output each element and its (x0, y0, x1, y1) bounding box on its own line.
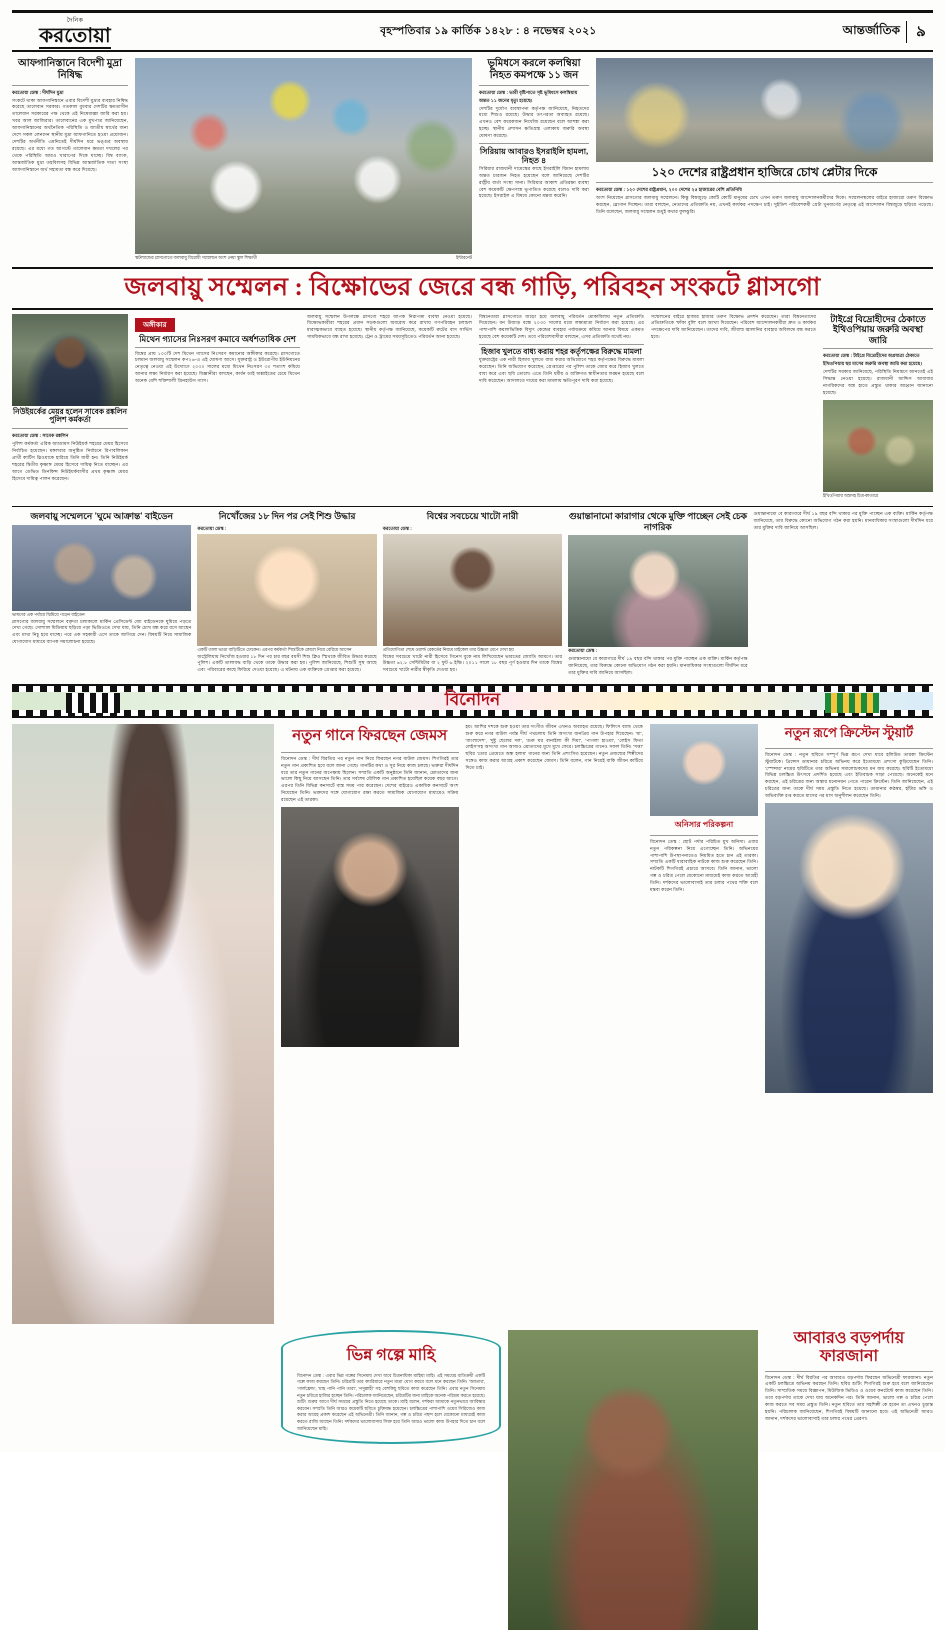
divider (12, 85, 128, 86)
article-james (281, 724, 459, 1324)
kristen-photo (765, 803, 933, 1093)
article-mahi (281, 1330, 501, 1630)
photo-caption: ভাষণের এক পর্যায়ে ঝিমিয়ে পড়েন বাইডেন (12, 611, 85, 617)
article-body: সংকটে থাকা আফগানিস্তানে এবার বিদেশী মুদ্রার ব্যবহার নিষিদ্ধ করেছে তালেবান সরকার। গতকাল বুধবার দেশটির ক্ষমতাসীন তালেবান সরকারের পক্ষ থেকে এই নিষেধাজ্ঞা জারি করা হয়। খবর আল জাজিরার। তালেবানের এক মুখপাত্র জানিয়েছেন, আফগানিস্তানের অর্থনৈতিক পরিস্থিতি ও জাতীয় স্বার্থের জন্য দেশে সকল লেনদেন স্থানীয় মুদ্রা আফগানিতে হওয়া প্রয়োজন। দেশটির অর্থনীতি এমনিতেই দীর্ঘদিন ধরে ভঙ্গুর অবস্থায় রয়েছে। এর মধ্যে গত আগস্টে তালেবান ক্ষমতা দখলের পর থেকে পরিস্থিতি আরও খারাপের দিকে যাচ্ছে। বিশ্ব ব্যাংক, আন্তর্জাতিক মুদ্রা তহবিলসহ বিভিন্ন আন্তর্জাতিক দাতা সংস্থা আফগানিস্তানে অর্থ সহায়তা বন্ধ করে দিয়েছে। (12, 97, 128, 172)
article-colombia (479, 58, 589, 262)
logo-small-text: দৈনিক (66, 18, 84, 24)
top-section (12, 58, 933, 262)
guantanamo-photo (568, 535, 747, 647)
article-body: দেশটির সরকার জানিয়েছে, পরিস্থিতি নিয়ন্ত্রণে আনতেই এই সিদ্ধান্ত নেওয়া হয়েছে। রাজধানী আদ্দিস আবাবার নাগরিকদের অস্ত্র হাতে প্রস্তুত থাকার আহ্বান জানানো হয়েছে। (823, 369, 933, 395)
lead-actress-photo (12, 724, 274, 1324)
article-headline: জলবায়ু সম্মেলনে 'ঘুমে আক্রান্ত' বাইডেন (30, 510, 173, 521)
article-byline: করতোয়া ডেস্ক : (568, 648, 598, 654)
ethiopia-photo (823, 400, 933, 492)
world-leaders-block (596, 58, 933, 262)
article-ethiopia (823, 314, 933, 500)
article-byline: করতোয়া ডেস্ক : টাইগ্রে বিদ্রোহীদের অগ্রযাত্রা ঠেকাতে ইথিওপিয়ায় ছয় মাসের জরুরি অবস্থা জারি করা হয়েছে। (823, 353, 922, 367)
james-photo (281, 807, 459, 1047)
article-headline: গুয়ান্তানামো কারাগার থেকে মুক্তি পাচ্ছেন সেই চেক নাগরিক (568, 510, 748, 532)
divider (135, 347, 300, 348)
section-name: আন্তর্জাতিক (842, 23, 900, 37)
article-body: গুয়ান্তানামো বে কারাগারে দীর্ঘ ১৯ বছর বন্দি থাকার পর মুক্তি পাচ্ছেন এক ব্যক্তি। মার্কিন কর্তৃপক্ষ জানিয়েছে, তার বিরুদ্ধে কোনো অভিযোগ গঠন করা হয়নি। মানবাধিকার সংস্থাগুলো দীর্ঘদিন ধরে তার মুক্তির দাবি জানিয়ে আসছিল। (568, 656, 748, 675)
mahi-photo (508, 1330, 758, 1630)
mayor-caption: নিউইয়র্কের মেয়র হলেন সাবেক রঙ্কলিন পুলিশ কর্মকর্তা (12, 406, 128, 425)
divider (596, 182, 933, 183)
article-body: পুলিশ কর্মকর্তা এরিক অ্যাডামস নিউইয়র্ক শহরের মেয়র হিসেবে নির্বাচিত হয়েছেন। মঙ্গলবার অনুষ্ঠিত নির্বাচনে রিপাবলিকান প্রার্থী কার্টিস স্লিওয়াকে হারিয়ে তিনি জয়ী হন। তিনি নিউইয়র্ক শহরের দ্বিতীয় কৃষ্ণাঙ্গ মেয়র হিসেবে দায়িত্ব নিতে যাচ্ছেন। এর আগে ডেভিড ডিনকিন্স নিউইয়র্কবাসীর প্রথম কৃষ্ণাঙ্গ মেয়র হিসেবে দায়িত্ব পালন করেছেন। (12, 441, 128, 481)
article-body: দেশটির দুর্যোগ ব্যবস্থাপনা কর্তৃপক্ষ জানিয়েছে, নিহতদের মধ্যে শিশুও রয়েছে। উদ্ধার তৎপরতা অব্যাহত রয়েছে। এখনও বেশ কয়েকজন নিখোঁজ রয়েছেন বলে আশঙ্কা করা হচ্ছে। স্থানীয় প্রশাসন ক্ষতিগ্রস্ত এলাকায় জরুরি অবস্থা ঘোষণা করেছে। (479, 105, 589, 139)
kicker-badge: অঙ্গীকার (135, 318, 175, 332)
article-anisa (650, 724, 758, 1324)
mid-section (12, 314, 933, 500)
activists-photo (596, 58, 933, 162)
article-pledges (479, 314, 644, 500)
divider (12, 428, 128, 429)
main-photo-caption: স্কটল্যান্ডের গ্লাসগোতে জলবায়ু বিরোধী সম্মেলনে অংশ নেয়া স্কুল শিক্ষার্থী (135, 255, 257, 260)
article-james-cont (466, 724, 644, 1324)
story-band (12, 506, 933, 677)
article-afghanistan (12, 58, 128, 262)
article-body-hijab: যুক্তরাষ্ট্রের এক নারী হিজাব খুলতে বাধ্য করার অভিযোগে শহর কর্তৃপক্ষের বিরুদ্ধে মামলা করেছেন। তিনি অভিযোগ করেছেন, গ্রেপ্তারের পর পুলিশ তাকে জোর করে হিজাব খুলতে বাধ্য করে এবং ছবি তোলে। এতে তিনি ধর্মীয় ও ব্যক্তিগত স্বাধীনতার লঙ্ঘন হয়েছে বলে দাবি করেছেন। আদালতে দায়ের করা মামলায় ক্ষতিপূরণ দাবি করা হয়েছে। (479, 356, 644, 383)
article-headline: নতুন রূপে ক্রিস্টেন স্টুয়ার্ট (784, 724, 914, 740)
article-headline: ভিন্ন গল্পে মাহি (346, 1346, 436, 1364)
article-byline: করতোয়া ডেস্ক : সাবেক রঙ্কলিন (12, 433, 69, 439)
divider (906, 21, 907, 43)
newspaper-logo[interactable] (16, 15, 134, 49)
film-strip-decoration-left (66, 693, 120, 713)
article-kristen (765, 724, 933, 1324)
subheadline: মিথেন গ্যাসের নিঃসরণ কমাবে অর্ধশতাধিক দেশ (139, 333, 296, 344)
entertainment-banner (12, 684, 933, 718)
film-strip-decoration-right (825, 693, 879, 713)
article-body: বিশ্বের সবচেয়ে খাটো নারী হিসেবে গিনেস বুকে নাম লিখিয়েছেন ভারতের জ্যোতি আমগে। তার উচ্চতা ৬২.৮ সেন্টিমিটার বা ২ ফুট ৬ ইঞ্চি। ২০১১ সালে ১৮ বছর পূর্ণ হওয়ার দিন তাকে বিশ্বের সবচেয়ে খাটো নারীর স্বীকৃতি দেওয়া হয়। (382, 653, 563, 673)
article-body: বিনোদন ডেস্ক : দীর্ঘ বিরতির পর আবারও বড়পর্দায় ফিরছেন অভিনেত্রী ফারজানা। নতুন একটি চলচ্চিত্রে অভিনয় করছেন তিনি। ছবির শুটিং শিগগিরই শুরু হবে বলে জানিয়েছেন তিনি। সাম্প্রতিক সময়ে বিজ্ঞাপন, মিউজিক ভিডিও ও ওয়েব কনটেন্টে কাজ করেছেন তিনি। তবে বড়পর্দায় তাকে দেখা যায় অনেকদিন পর। তিনি জানান, ভালো গল্প ও চরিত্র পেলে কাজ করতে সব সময় প্রস্তুত তিনি। নতুন ছবিতে তার সহশিল্পী কে হবেন তা এখনও চূড়ান্ত হয়নি। পরিচালক জানিয়েছেন, শিগগিরই বিষয়টি জানানো হবে। এই অভিনেত্রী আরও জানান, দর্শকদের ভালোবাসাই তার চলার পথের প্রেরণা। (765, 1374, 933, 1421)
article-headline: ভূমিধসে করলে কলম্বিয়া নিহত কমপক্ষে ১১ জন (487, 58, 581, 81)
article-body: সম্মেলনের বাইরে হাজার হাজার তরুণ বিক্ষোভ প্রদর্শন করেছেন। তারা বিশ্বনেতাদের প্রতিশ্রুতিকে 'ফাঁকা বুলি' বলে আখ্যা দিয়েছেন। পরিবেশ আন্দোলনকর্মীরা দ্রুত ও কার্যকর পদক্ষেপের দাবি জানিয়েছেন। তাদের দাবি, জীবাশ্ম জ্বালানির ব্যবহার অবিলম্বে বন্ধ করতে হবে। (651, 313, 816, 340)
article-body: গ্লাসগোর জলবায়ু সম্মেলনে বক্তৃতা চলাকালে মার্কিন প্রেসিডেন্ট জো বাইডেনকে ঘুমিয়ে পড়তে দেখা গেছে। সোশ্যাল মিডিয়ায় ছড়িয়ে পড়া ভিডিওতে দেখা যায়, তিনি চোখ বন্ধ করে বসে আছেন এবং মাথা নিচু হয়ে যাচ্ছে। পরে এক সহকারী এসে তাকে জাগিয়ে দেন। বিষয়টি নিয়ে সামাজিক যোগাযোগ মাধ্যমে ব্যাপক সমালোচনা হয়েছে। (12, 618, 192, 645)
article-headline: বিশ্বের সবচেয়ে খাটো নারী (426, 510, 519, 521)
article-body: বিশ্বনেতারা গ্লাসগোতে জড়ো হয়ে জলবায়ু পরিবর্তন মোকাবিলায় নতুন প্রতিশ্রুতি দিয়েছেন। বন উজাড় বন্ধে ২০৩০ সালের মধ্যে লক্ষ্যমাত্রা নির্ধারণ করা হয়েছে। এর পাশাপাশি কয়লাভিত্তিক বিদ্যুৎ কেন্দ্রের ব্যবহার পর্যায়ক্রমে কমিয়ে আনার বিষয়ে একমত হয়েছে বেশ কয়েকটি দেশ। তবে পরিবেশবাদীরা বলছেন, এসব প্রতিশ্রুতি যথেষ্ট নয়। (479, 313, 644, 340)
article-headline: নতুন গানে ফিরছেন জেমস (292, 727, 448, 744)
article-headline: অনিসার পরিকল্পনা (674, 819, 734, 829)
article-body: বিনোদন ডেস্ক : দীর্ঘ বিরতির পর নতুন গান নিয়ে ফিরছেন নগর বাউল জেমস। শিগগিরই তার নতুন গান প্রকাশিত হবে বলে জানা গেছে। গানটির কথা ও সুর নিয়ে কাজ চলছে। ভক্তরা দীর্ঘদিন ধরে তার নতুন গানের অপেক্ষায় ছিলেন। সম্প্রতি একটি অনুষ্ঠানে তিনি জানান, শ্রোতাদের জন্য ভালো কিছু নিয়ে আসছেন তিনি। তার সর্বশেষ মৌলিক গান প্রকাশিত হয়েছিল কয়েক বছর আগে। এরপর তিনি বিভিন্ন কনসার্টে ব্যস্ত সময় পার করেছেন। দেশের বাইরেও একাধিক কনসার্টে অংশ নিয়েছেন তিনি। ভক্তদের সঙ্গে যোগাযোগ রক্ষা করতে সামাজিক যোগাযোগ মাধ্যমেও সক্রিয় রয়েছেন এই তারকা। (281, 755, 459, 803)
masthead (12, 10, 933, 52)
article-headline-syria: সিরিয়ায় আবারও ইসরাইলি হামলা, নিহত ৪ (479, 147, 589, 166)
article-byline: করতোয়া ডেস্ক : দীর্ঘদিন মুদ্রা (12, 89, 64, 95)
article-guantanamo (568, 511, 747, 677)
photo-caption: একটি তালা ভাঙা বাড়িটিতে ঢোকেন। এরপর কর্মকর্তা শিশুটিকে কোলে নিয়ে বেরিয়ে আসেন (197, 646, 352, 652)
mahi-oval-box (281, 1330, 501, 1444)
main-photo-block (135, 58, 472, 262)
article-headline: টাইগ্রে বিদ্রোহীদের ঠেকাতে ইথিওপিয়ায় জরুরি অবস্থা জারি (830, 313, 926, 345)
article-body: অস্ট্রেলিয়ায় নিখোঁজ হওয়ার ১৮ দিন পর চার বছর বয়সী শিশু ক্লিও স্মিথকে জীবিত উদ্ধার করেছে পুলিশ। একটি তালাবদ্ধ বাড়ি থেকে তাকে উদ্ধার করা হয়। পুলিশ জানিয়েছে, শিশুটি সুস্থ আছে এবং পরিবারের কাছে ফিরিয়ে দেওয়া হয়েছে। এ ঘটনায় এক ব্যক্তিকে গ্রেপ্তার করা হয়েছে। (197, 653, 377, 673)
article-missing-child (197, 511, 376, 677)
article-headline: আবারও বড়পর্দায় ফারজানা (793, 1329, 905, 1366)
article-body: জলবায়ু সম্মেলন উপলক্ষে গ্লাসগো শহরে ব্যাপক নিরাপত্তা ব্যবস্থা নেওয়া হয়েছে। বিক্ষোভকারীরা শহরের প্রধান সড়কগুলো অবরোধ করে রাখায় গণপরিবহন চলাচল মারাত্মকভাবে ব্যাহত হয়েছে। স্থানীয় কর্তৃপক্ষ জানিয়েছে, কয়েকটি রুটের বাস সার্ভিস সাময়িকভাবে বন্ধ রাখা হয়েছে। ট্রেন ও ট্রামের সময়সূচিতেও পরিবর্তন আনা হয়েছে। (307, 313, 472, 340)
divider (823, 348, 933, 349)
divider (650, 835, 758, 836)
article-headline-hijab: হিজাব খুলতে বাধ্য করায় শহর কর্তৃপক্ষের বিরুদ্ধে মামলা (481, 347, 642, 357)
divider (479, 344, 644, 345)
article-protest (651, 314, 816, 500)
article-shortest-woman (383, 511, 562, 677)
child-photo (197, 534, 376, 646)
spacer-left (12, 1330, 274, 1630)
article-guantanamo-cont (754, 511, 933, 677)
article-body: বিশ্বের প্রায় ১০০টি দেশ মিথেন গ্যাসের নিঃসরণ কমানোর অঙ্গীকার করেছে। গ্লাসগোতে চলমান জলবায়ু সম্মেলন কপ২৬-এ এই ঘোষণা আসে। যুক্তরাষ্ট্র ও ইউরোপীয় ইউনিয়নের নেতৃত্বে নেওয়া এই উদ্যোগে ২০৩০ সালের মধ্যে মিথেন নিঃসরণ ৩০ শতাংশ কমিয়ে আনার লক্ষ্য নির্ধারণ করা হয়েছে। বিজ্ঞানীরা বলছেন, কার্বন ডাই অক্সাইডের চেয়ে মিথেন অনেক বেশি শক্তিশালী গ্রিনহাউস গ্যাস। (135, 350, 300, 384)
article-nyc-mayor (12, 314, 128, 500)
masthead-section (843, 20, 929, 45)
masthead-date: বৃহস্পতিবার ১৯ কার্তিক ১৪২৮ : ৪ নভেম্বর ২০২১ (380, 24, 597, 37)
divider (479, 85, 589, 86)
article-transport (307, 314, 472, 500)
page-number: ৯ (916, 22, 926, 40)
mahi-photo-block (508, 1330, 758, 1630)
photo-credit: ইন্টারনেট (456, 255, 472, 260)
article-byline: করতোয়া ডেস্ক : (382, 525, 412, 531)
divider (479, 143, 589, 144)
lead-headline: জলবায়ু সম্মেলন : বিক্ষোভের জেরে বন্ধ গাড়ি, পরিবহন সংকটে গ্লাসগো (124, 274, 821, 301)
article-body-cont: হয়। আশির দশকে শুরু হওয়া তার সংগীত জীবন এখনও অব্যাহত রয়েছে। ফিলিংস ব্যান্ড থেকে শুরু করে নগর বাউল পর্যন্ত দীর্ঘ পথচলায় তিনি অসংখ্য জনপ্রিয় গান উপহার দিয়েছেন। 'মা', 'বাংলাদেশ', 'দুষ্টু ছেলের দল', 'গুরু ঘর বানাইলা কী দিয়া', 'পাগলা হাওয়া', 'লেইস ফিতা লেইস'সহ অসংখ্য গান আজও শ্রোতাদের মুখে মুখে ফেরে। চলচ্চিত্রের গানেও সফল তিনি। 'সত্তা' ছবির 'তোর প্রেমেতে অন্ধ হলাম' গানের জন্য তিনি প্রশংসিত হয়েছেন। নতুন প্রজন্মের শিল্পীদের সঙ্গেও কাজ করার আগ্রহ প্রকাশ করেছেন জেমস। তিনি বলেন, গান নিয়েই বাকি জীবন কাটিয়ে দিতে চাই। (465, 723, 643, 771)
logo-main-text: করতোয়া (39, 25, 111, 47)
article-farzana (765, 1330, 933, 1630)
photo-caption: প্রতিযোগিতা শেষে ওয়ার্ল্ড রেকর্ডের নিয়মে মাইকেল তার উচ্চতা মেপে দেখা হয় (382, 646, 514, 652)
lead-headline-banner (12, 267, 933, 310)
article-methane (135, 314, 300, 500)
article-headline: আফগানিস্তানে বিদেশী মুদ্রা নিষিদ্ধ (18, 58, 122, 81)
shortest-woman-photo (383, 534, 562, 646)
actress-photo-block (12, 724, 274, 1324)
biden-photo (12, 525, 191, 611)
article-body-syria: সিরিয়ার রাজধানী দামেস্কের কাছে ইসরাইলি বিমান হামলায় অন্তত চারজন নিহত হয়েছেন বলে জানিয়েছে দেশটির রাষ্ট্রীয় বার্তা সংস্থা সানা। সিরিয়ার আকাশ প্রতিরক্ষা ব্যবস্থা বেশ কয়েকটি ক্ষেপণাস্ত্র ভূপাতিত করেছে বলেও দাবি করা হয়েছে। ইসরাইল এ বিষয়ে কোনো মন্তব্য করেনি। (479, 165, 589, 199)
divider (765, 1371, 933, 1372)
article-body: বিনোদন ডেস্ক : এবার ভিন্ন গল্পের সিনেমায় দেখা যাবে চিত্রনায়িকা মাহিয়া মাহি। এই সময়ের ব্যতিক্রমী একটি গল্পে কাজ করছেন তিনি। চরিত্রটি তার ক্যারিয়ারে নতুন মাত্রা যোগ করবে বলে মনে করছেন তিনি। 'অবতার', 'গার্লফ্রেন্ড', 'মাহ পানি পানি তারা', 'নসুল্লাহী' সহ বেশকিছু ছবিতে কাজ করেছেন তিনি। এবার নতুন সিনেমায় নতুন চরিত্রে হাজির হচ্ছেন তিনি। পরিচালক জানিয়েছেন, চরিত্রটির জন্য মাহিকে অনেক পরিশ্রম করতে হয়েছে। শুটিং শুরুর আগে দীর্ঘ সময়ের প্রস্তুতি নিতে হয়েছে তাকে। মাহি বলেন, দর্শকরা আমাকে নতুনভাবে আবিষ্কার করবেন। সম্প্রতি তিনি আরও কয়েকটি ছবিতে চুক্তিবদ্ধ হয়েছেন। চলচ্চিত্রের পাশাপাশি ওয়েব সিরিজেও কাজ করার আগ্রহ প্রকাশ করেছেন এই অভিনেত্রী। তিনি জানান, গল্প ও চরিত্র পছন্দ হলে যেকোনো মাধ্যমেই কাজ করতে রাজি আছেন তিনি। দর্শকদের ভালোবাসায় সিক্ত হয়ে তিনি আরও ভালো কাজ উপহার দিতে চান বলে জানিয়েছেন মাহি। (297, 1372, 485, 1431)
article-byline: করতোয়া ডেস্ক : ভারী বৃষ্টিপাতে সৃষ্ট ভূমিধসে কলম্বিয়ায় অন্তত ১১ জনের মৃত্যু হয়েছে। (479, 89, 578, 103)
bottom-entertainment-section (12, 1330, 933, 1630)
article-body: বিনোদন ডেস্ক : নতুন ছবিতে সম্পূর্ণ ভিন্ন রূপে দেখা যাবে হলিউড তারকা ক্রিস্টেন স্টুয়ার্টকে। প্রিন্সেস ডায়ানার চরিত্রে অভিনয় করে ইতোমধ্যে প্রশংসা কুড়িয়েছেন তিনি। 'স্পেন্সার' নামের ছবিটিতে তার অভিনয় সমালোচকদের মন জয় করেছে। ছবিটি ইতোমধ্যে বিভিন্ন চলচ্চিত্র উৎসবে প্রদর্শিত হয়েছে এবং ইতিবাচক সাড়া পেয়েছে। অনেকেই মনে করছেন, এই চরিত্রের জন্য অস্কার মনোনয়ন পেতে পারেন ক্রিস্টেন। তিনি জানিয়েছেন, এই চরিত্রের জন্য তাকে দীর্ঘ সময় প্রস্তুতি নিতে হয়েছে। ডায়ানার কণ্ঠস্বর, হাঁটার ভঙ্গি ও অভিব্যক্তি রপ্ত করতে মাসের পর মাস অনুশীলন করেছেন তিনি। (765, 751, 933, 799)
anisa-photo (650, 724, 758, 816)
article-headline: নিখোঁজের ১৮ দিন পর সেই শিশু উদ্ধার (218, 510, 356, 521)
mayor-photo (12, 314, 128, 406)
entertainment-section (12, 724, 933, 1324)
divider (281, 752, 459, 753)
article-body: অংশ নিয়েছেন গ্লাসগোর জলবায়ু সম্মেলনে। কিন্তু বিশ্বজুড়ে কোটি কোটি মানুষের চোখ এখন তরুণ জলবায়ু আন্দোলনকর্মীদের দিকে। সম্মেলনস্থলের বাইরে হাজারো তরুণ বিক্ষোভ করছেন, স্লোগান দিচ্ছেন। তারা বলছেন, নেতাদের প্রতিশ্রুতি নয়, এখনই কার্যকর পদক্ষেপ চাই। সুইডিশ পরিবেশকর্মী গ্রেটা থুনবার্গের নেতৃত্বে এই আন্দোলন বিশ্বজুড়ে ছড়িয়ে পড়েছে। তিনি বলেছেন, জলবায়ু সম্মেলন শুধুই কথার ফুলঝুরি। (596, 195, 933, 214)
article-body-cont: গুয়ান্তানামো বে কারাগারে দীর্ঘ ১৯ বছর বন্দি থাকার পর মুক্তি পাচ্ছেন এক ব্যক্তি। মার্কিন কর্তৃপক্ষ জানিয়েছে, তার বিরুদ্ধে কোনো অভিযোগ গঠন করা হয়নি। মানবাধিকার সংস্থাগুলো দীর্ঘদিন ধরে তার মুক্তির দাবি জানিয়ে আসছিল। (753, 510, 933, 530)
article-headline: ১২০ দেশের রাষ্ট্রপ্রধান হাজিরে চোখ প্লেটার দিকে (651, 165, 878, 179)
article-byline: করতোয়া ডেস্ক : (197, 525, 227, 531)
climate-rally-photo (135, 58, 472, 254)
article-byline: করতোয়া ডেস্ক : ১২০ দেশের রাষ্ট্রপ্রধান, ২০০ দেশের ২৫ হাজারের বেশি প্রতিনিধি (596, 187, 742, 193)
divider (765, 748, 933, 749)
article-biden (12, 511, 191, 677)
photo-caption: ইথিওপিয়ায় অস্ত্রসহ চিত্র-কাতারে (823, 492, 878, 498)
article-body: বিনোদন ডেস্ক : ছোট পর্দার পরিচিত মুখ অনিসা। এবার নতুন পরিকল্পনা নিয়ে এগোচ্ছেন তিনি। অভিনয়ের পাশাপাশি উপস্থাপনাতেও নিয়মিত হতে চান এই তারকা। সম্প্রতি একটি ধারাবাহিক নাটকে কাজ শুরু করেছেন তিনি। নাটকটি শিগগিরই প্রচারে আসবে। তিনি জানান, ভালো গল্প ও চরিত্র পেলে যেকোনো মাধ্যমেই কাজ করতে আগ্রহী তিনি। দর্শকদের ভালোবাসাই তার চলার পথের শক্তি বলে মন্তব্য করেন তিনি। (650, 838, 758, 893)
entertainment-title: বিনোদন (444, 689, 501, 709)
